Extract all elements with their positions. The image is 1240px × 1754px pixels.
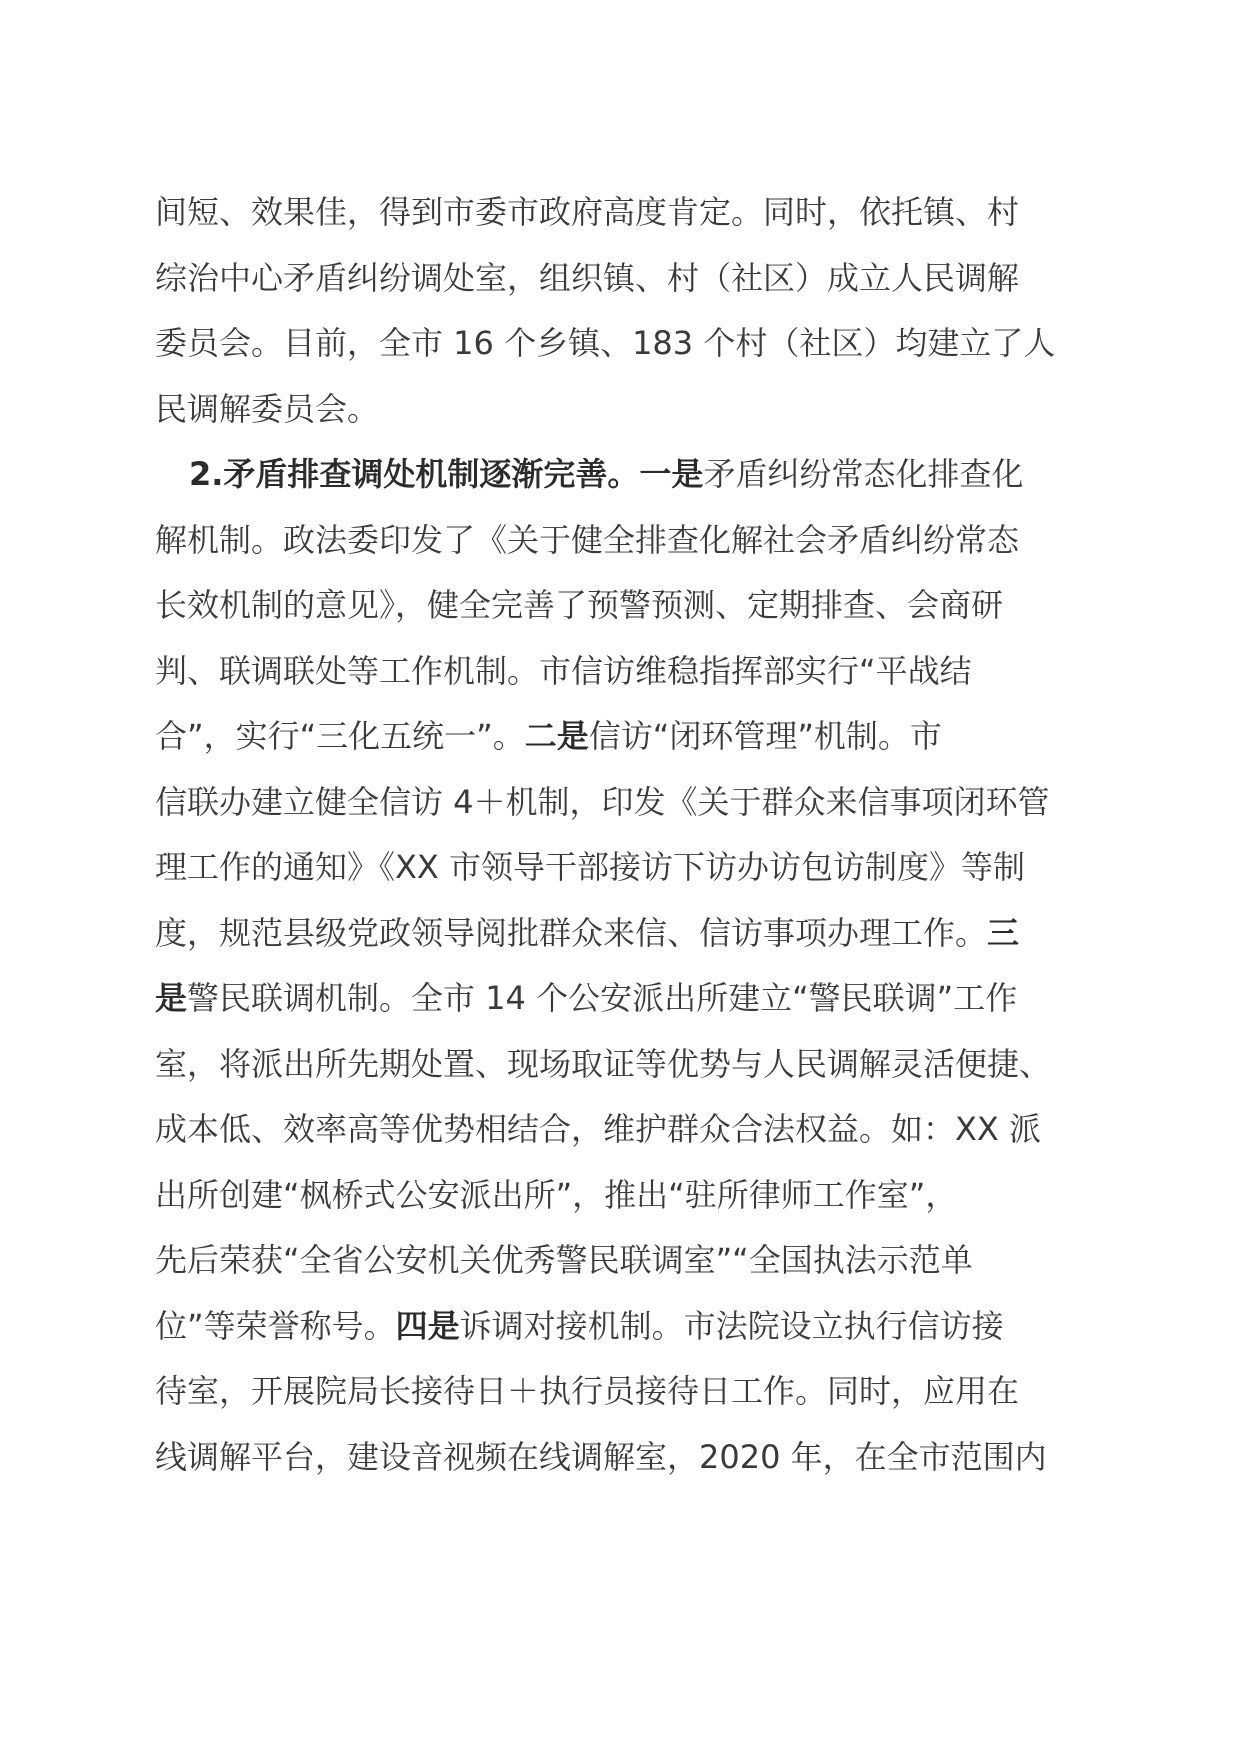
bold-text-segment: 二是 xyxy=(524,717,589,755)
text-line xyxy=(155,770,1085,836)
bold-text-segment: 是 xyxy=(155,979,188,1017)
text-line xyxy=(155,1228,1085,1294)
text-segment: 先后荣获“全省公安机关优秀警民联调室”“全国执法示范单 xyxy=(155,1241,973,1279)
text-segment: 信访“闭环管理”机制。市 xyxy=(588,717,942,755)
text-segment: 诉调对接机制。市法院设立执行信访接 xyxy=(459,1306,1004,1345)
text-segment: 判、联调联处等工作机制。市信访维稳指挥部实行“平战结 xyxy=(155,651,972,690)
text-segment: 位”等荣誉称号。 xyxy=(155,1306,396,1345)
text-line xyxy=(155,1425,1085,1491)
text-segment: 成本低、效率高等优势相结合，维护群众合法权益。如：XX 派 xyxy=(155,1110,1042,1148)
text-line xyxy=(155,508,1085,574)
text-line xyxy=(155,639,1085,705)
bold-text-segment: 三 xyxy=(987,913,1020,952)
text-segment: 警民联调机制。全市 14 个公安派出所建立“警民联调”工作 xyxy=(187,979,1018,1017)
text-segment: 解机制。政法委印发了《关于健全排查化解社会矛盾纠纷常态 xyxy=(155,520,1020,559)
text-segment: 委员会。目前，全市 16 个乡镇、183 个村（社区）均建立了人 xyxy=(155,324,1056,362)
text-line xyxy=(155,1163,1085,1229)
text-segment: 合”，实行“三化五统一”。 xyxy=(155,717,525,755)
text-segment: 长效机制的意见》，健全完善了预警预测、定期排查、会商研 xyxy=(155,586,1004,624)
text-line xyxy=(155,442,1085,508)
text-line xyxy=(155,1359,1085,1425)
text-segment: 室，将派出所先期处置、现场取证等优势与人民调解灵活便捷、 xyxy=(155,1044,1052,1083)
text-segment: 待室，开展院局长接待日＋执行员接待日工作。同时，应用在 xyxy=(155,1372,1020,1410)
text-line xyxy=(155,1032,1085,1098)
text-segment: 度，规范县级党政领导阅批群众来信、信访事项办理工作。 xyxy=(155,913,988,952)
text-line xyxy=(155,901,1085,967)
text-line xyxy=(155,311,1085,377)
text-line xyxy=(155,246,1085,312)
text-segment: 综治中心矛盾纠纷调处室，组织镇、村（社区）成立人民调解 xyxy=(155,258,1020,297)
bold-text-segment: 2.矛盾排查调处机制逐渐完善。一是 xyxy=(189,455,704,493)
text-line xyxy=(155,573,1085,639)
text-line xyxy=(155,966,1085,1032)
text-line xyxy=(155,835,1085,901)
text-line xyxy=(155,1294,1085,1360)
text-line xyxy=(155,180,1085,246)
text-segment: 线调解平台，建设音视频在线调解室，2020 年，在全市范围内 xyxy=(155,1437,1047,1476)
text-segment: 出所创建“枫桥式公安派出所”，推出“驻所律师工作室”， xyxy=(155,1175,958,1214)
text-line xyxy=(155,1097,1085,1163)
text-segment: 间短、效果佳，得到市委市政府高度肯定。同时，依托镇、村 xyxy=(155,193,1020,231)
text-segment: 矛盾纠纷常态化排查化 xyxy=(703,455,1024,493)
document-page xyxy=(155,180,1085,1490)
text-segment: 理工作的通知》《XX 市领导干部接访下访办访包访制度》等制 xyxy=(155,848,1026,886)
text-line xyxy=(155,704,1085,770)
bold-text-segment: 四是 xyxy=(395,1306,460,1345)
text-segment: 民调解委员会。 xyxy=(155,389,380,428)
text-line xyxy=(155,377,1085,443)
text-segment: 信联办建立健全信访 4＋机制，印发《关于群众来信事项闭环管 xyxy=(155,782,1050,821)
